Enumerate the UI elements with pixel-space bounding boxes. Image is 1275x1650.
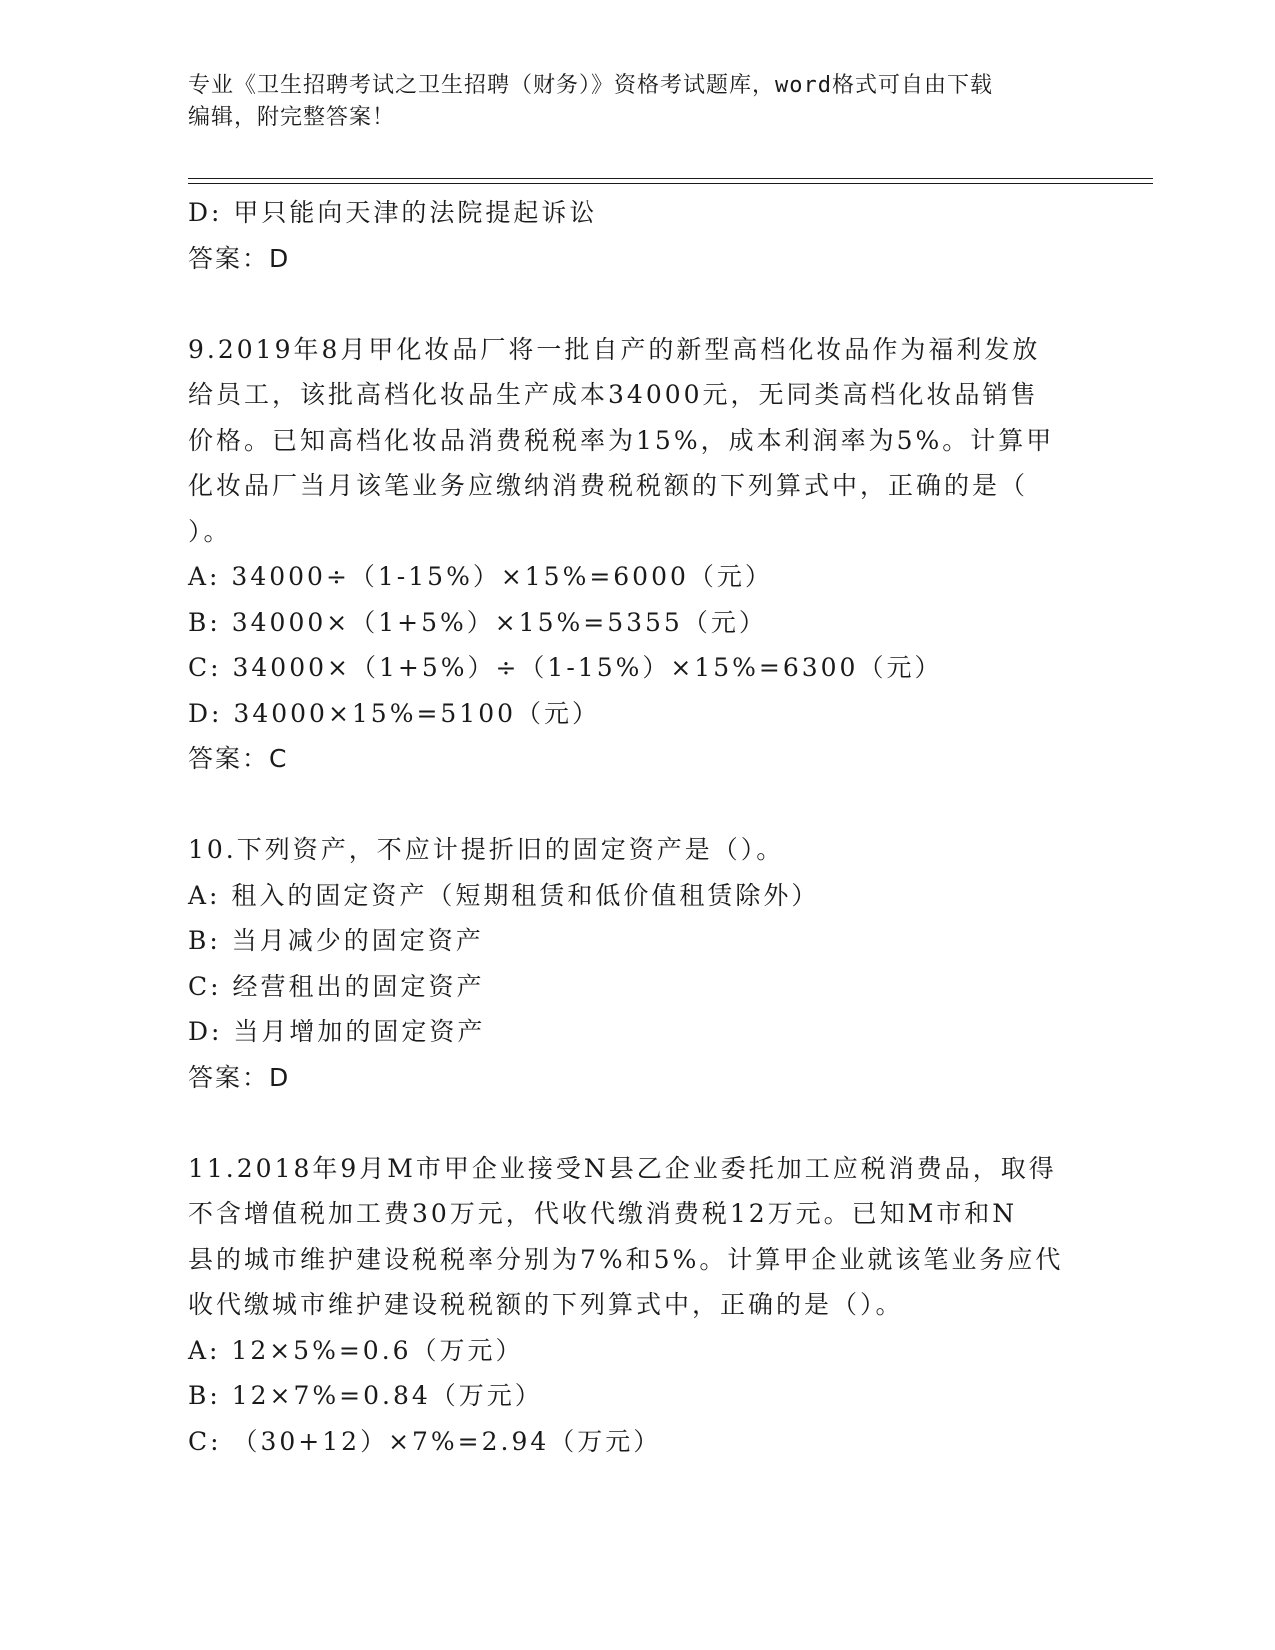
question-stem-line: 9.2019年8月甲化妆品厂将一批自产的新型高档化妆品作为福利发放 (188, 334, 1041, 364)
question-stem-line: 11.2018年9月M市甲企业接受N县乙企业委托加工应税消费品，取得 (188, 1153, 1057, 1183)
answer: 答案：D (188, 243, 291, 273)
option-a: A: 租入的固定资产（短期租赁和低价值租赁除外） (188, 880, 820, 910)
option-d: D: 当月增加的固定资产 (188, 1017, 486, 1046)
question-stem-line: 价格。已知高档化妆品消费税税率为15%，成本利润率为5%。计算甲 (188, 425, 1055, 455)
option-d: D: 34000×15%=5100（元） (188, 698, 601, 728)
option-d: D: 甲只能向天津的法院提起诉讼 (188, 198, 598, 227)
page-header (188, 70, 1088, 134)
question-stem-line: 不含增值税加工费30万元，代收代缴消费税12万元。已知M市和N (188, 1199, 1018, 1228)
answer: 答案：C (188, 744, 289, 773)
question-stem-line: ）。 (188, 516, 232, 546)
header-rule (188, 178, 1153, 184)
question-stem-line: 10.下列资产，不应计提折旧的固定资产是（）。 (188, 835, 785, 864)
option-a: A: 34000÷（1-15%）×15%=6000（元） (188, 562, 773, 591)
header-line-2: 编辑，附完整答案！ (188, 105, 396, 130)
option-c: C: 经营租出的固定资产 (188, 971, 485, 1001)
question-stem-line: 县的城市维护建设税税率分别为7%和5%。计算甲企业就该笔业务应代 (188, 1244, 1064, 1274)
question-10 (188, 827, 1088, 1100)
option-b: B: 12×7%=0.84（万元） (188, 1381, 543, 1410)
answer: 答案：D (188, 1062, 291, 1092)
header-line-1: 专业《卫生招聘考试之卫生招聘（财务）》资格考试题库，word格式可自由下载 (188, 73, 993, 98)
option-c: C: 34000×（1+5%）÷（1-15%）×15%=6300（元） (188, 653, 943, 682)
question-stem-line: 收代缴城市维护建设税税额的下列算式中，正确的是（）。 (188, 1290, 904, 1319)
question-11 (188, 1146, 1088, 1465)
question-stem-line: 化妆品厂当月该笔业务应缴纳消费税税额的下列算式中，正确的是（ (188, 471, 1029, 500)
previous-question-tail (188, 190, 1088, 281)
question-stem-line: 给员工，该批高档化妆品生产成本34000元，无同类高档化妆品销售 (188, 380, 1039, 409)
option-b: B: 当月减少的固定资产 (188, 926, 484, 955)
option-b: B: 34000×（1+5%）×15%=5355（元） (188, 607, 767, 637)
option-c: C: （30+12）×7%=2.94（万元） (188, 1426, 662, 1456)
option-a: A: 12×5%=0.6（万元） (188, 1335, 524, 1365)
question-9 (188, 327, 1088, 782)
document-body (188, 190, 1088, 1464)
